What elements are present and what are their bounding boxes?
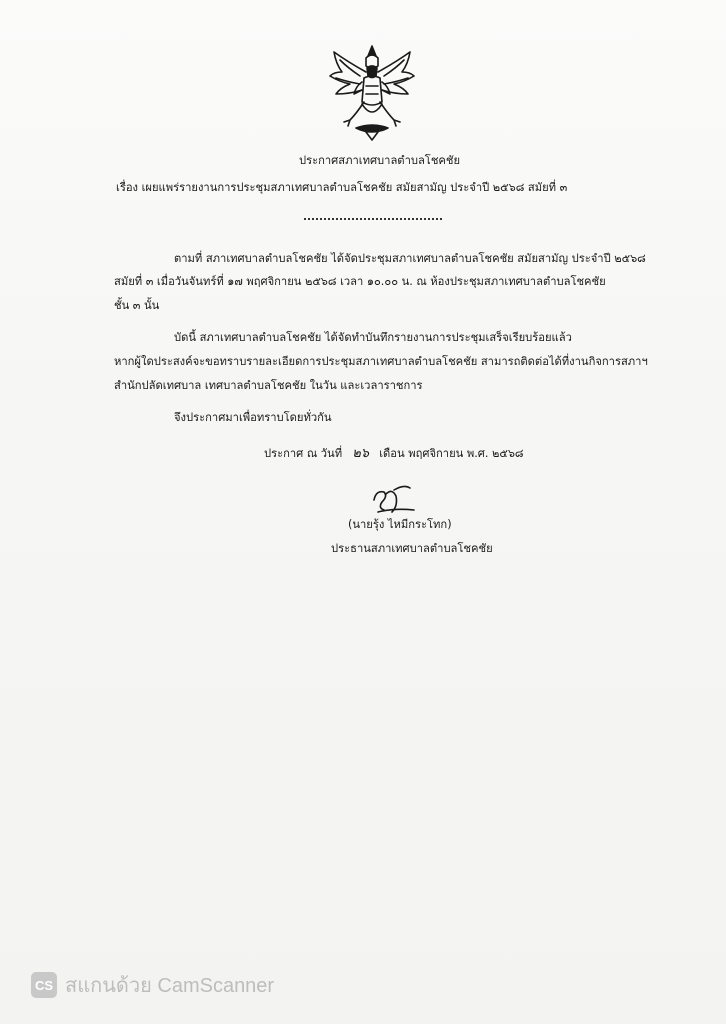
paragraph-1-line-2: สมัยที่ ๓ เมื่อวันจันทร์ที่ ๑๗ พฤศจิกายน ๒๕๖๘ เวลา ๑๐.๐๐ น. ณ ห้องประชุมสภาเทศบาลตำบลโชคชัย (114, 275, 606, 288)
dotted-divider (304, 218, 442, 220)
closing-statement: จึงประกาศมาเพื่อทราบโดยทั่วกัน (174, 411, 332, 424)
signer-position: ประธานสภาเทศบาลตำบลโชคชัย (331, 542, 493, 555)
date-suffix: เดือน พฤศจิกายน พ.ศ. ๒๕๖๘ (379, 447, 524, 460)
date-prefix: ประกาศ ณ วันที่ (264, 447, 343, 460)
garuda-emblem-icon (326, 42, 418, 142)
signer-name: (นายรุ้ง ไหมีกระโทก) (348, 518, 452, 531)
camscanner-logo-icon: CS (31, 972, 57, 998)
announcement-title: ประกาศสภาเทศบาลตำบลโชคชัย (299, 154, 461, 167)
camscanner-watermark (31, 969, 274, 1001)
paragraph-2-line-2: หากผู้ใดประสงค์จะขอทราบรายละเอียดการประชุมสภาเทศบาลตำบลโชคชัย สามารถติดต่อได้ที่งานกิจการสภาฯ (114, 355, 648, 368)
watermark-text: สแกนด้วย CamScanner (65, 975, 275, 997)
handwritten-signature (370, 482, 440, 516)
date-day-handwritten: ๒๖ (352, 446, 370, 461)
paragraph-2-line-3: สำนักปลัดเทศบาล เทศบาลตำบลโชคชัย ในวัน และเวลาราชการ (114, 379, 423, 392)
announcement-date (264, 447, 524, 461)
announcement-subject: เรื่อง เผยแพร่รายงานการประชุมสภาเทศบาลตำบลโชคชัย สมัยสามัญ ประจำปี ๒๕๖๘ สมัยที่ ๓ (116, 181, 568, 194)
paragraph-2-line-1: บัดนี้ สภาเทศบาลตำบลโชคชัย ได้จัดทำบันทึกรายงานการประชุมเสร็จเรียบร้อยแล้ว (174, 331, 572, 344)
paragraph-1-line-1: ตามที่ สภาเทศบาลตำบลโชคชัย ได้จัดประชุมสภาเทศบาลตำบลโชคชัย สมัยสามัญ ประจำปี ๒๕๖๘ (174, 252, 646, 265)
paragraph-1-line-3: ชั้น ๓ นั้น (114, 299, 160, 312)
